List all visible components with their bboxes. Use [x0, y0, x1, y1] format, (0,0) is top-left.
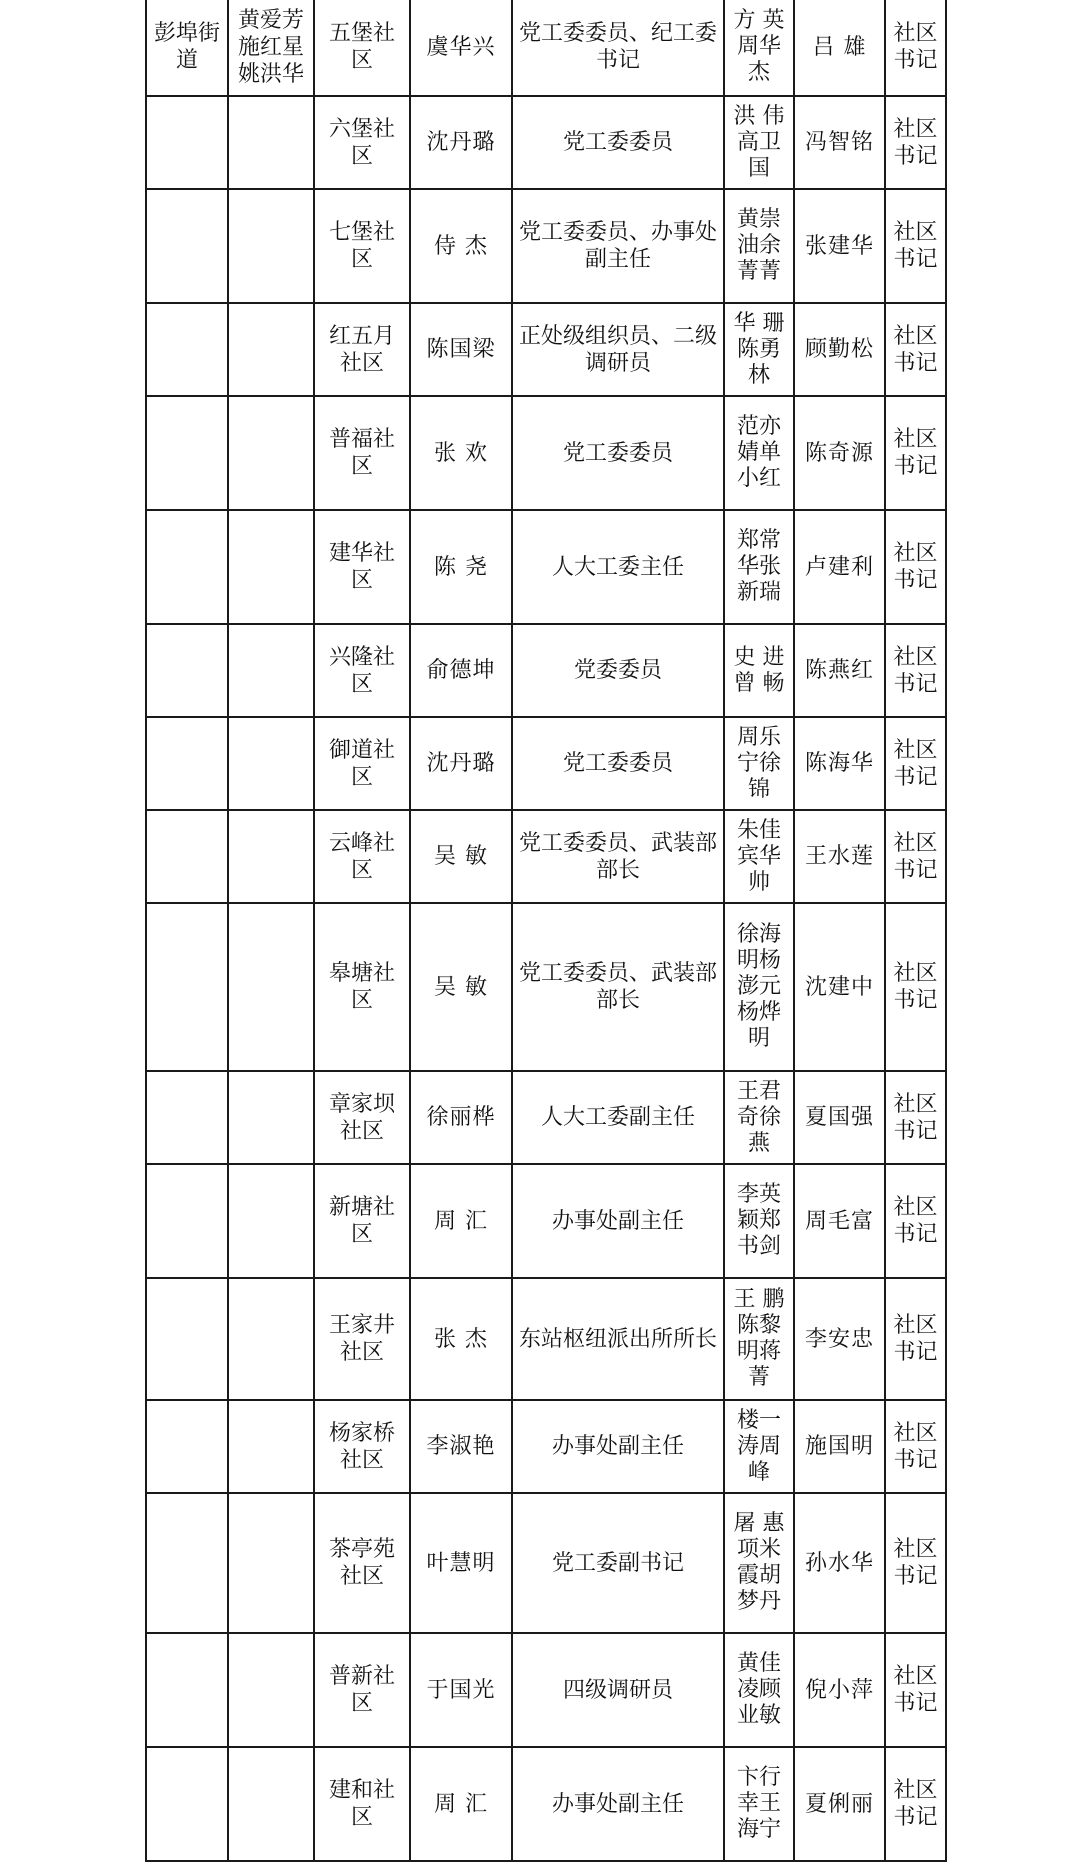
position-cell: 办事处副主任 — [512, 1164, 724, 1278]
street-cell — [146, 1493, 228, 1633]
street-cell — [146, 1071, 228, 1164]
leaders-cell — [228, 1633, 314, 1747]
party-members-cell: 范亦婧单小红 — [724, 396, 794, 510]
contact-leader-cell: 张 欢 — [410, 396, 512, 510]
community-cell: 普福社区 — [314, 396, 410, 510]
position-cell: 正处级组织员、二级调研员 — [512, 303, 724, 396]
contact-leader-cell: 吴 敏 — [410, 810, 512, 903]
table-row — [146, 717, 946, 810]
table-row — [146, 1278, 946, 1400]
role-cell: 社区书记 — [885, 1747, 946, 1861]
leaders-cell — [228, 624, 314, 717]
position-cell: 党工委委员、纪工委书记 — [512, 0, 724, 96]
leaders-cell — [228, 303, 314, 396]
role-cell: 社区书记 — [885, 1400, 946, 1493]
table-row — [146, 189, 946, 303]
position-cell: 人大工委副主任 — [512, 1071, 724, 1164]
contact-leader-cell: 沈丹璐 — [410, 717, 512, 810]
contact-leader-cell: 陈 尧 — [410, 510, 512, 624]
contact-leader-cell: 陈国梁 — [410, 303, 512, 396]
position-cell: 党工委委员 — [512, 717, 724, 810]
position-cell: 党工委委员 — [512, 396, 724, 510]
leaders-cell — [228, 1164, 314, 1278]
role-cell: 社区书记 — [885, 510, 946, 624]
position-cell: 人大工委主任 — [512, 510, 724, 624]
party-members-cell: 黄佳凌顾业敏 — [724, 1633, 794, 1747]
community-cell: 红五月社区 — [314, 303, 410, 396]
contact-leader-cell: 俞德坤 — [410, 624, 512, 717]
party-members-cell: 史 进曾 畅 — [724, 624, 794, 717]
leaders-cell — [228, 510, 314, 624]
community-cell: 王家井社区 — [314, 1278, 410, 1400]
street-cell — [146, 1400, 228, 1493]
leaders-cell — [228, 1400, 314, 1493]
role-cell: 社区书记 — [885, 1278, 946, 1400]
table-row — [146, 1747, 946, 1861]
contact-leader-cell: 张 杰 — [410, 1278, 512, 1400]
street-cell — [146, 810, 228, 903]
role-cell: 社区书记 — [885, 624, 946, 717]
position-cell: 党工委委员、办事处副主任 — [512, 189, 724, 303]
contact-leader-cell: 李淑艳 — [410, 1400, 512, 1493]
community-cell: 云峰社区 — [314, 810, 410, 903]
table-row — [146, 624, 946, 717]
leaders-cell — [228, 717, 314, 810]
role-cell: 社区书记 — [885, 0, 946, 96]
secretary-name-cell: 夏俐丽 — [794, 1747, 885, 1861]
community-cell: 茶亭苑社区 — [314, 1493, 410, 1633]
table-row — [146, 1633, 946, 1747]
party-members-cell: 王君奇徐 燕 — [724, 1071, 794, 1164]
table-row — [146, 1164, 946, 1278]
street-cell — [146, 903, 228, 1071]
party-members-cell: 郑常华张新瑞 — [724, 510, 794, 624]
role-cell: 社区书记 — [885, 1493, 946, 1633]
party-members-cell: 方 英周华杰 — [724, 0, 794, 96]
contact-leader-cell: 于国光 — [410, 1633, 512, 1747]
secretary-name-cell: 顾勤松 — [794, 303, 885, 396]
contact-leader-cell: 沈丹璐 — [410, 96, 512, 189]
street-cell — [146, 1633, 228, 1747]
secretary-name-cell: 陈奇源 — [794, 396, 885, 510]
street-cell — [146, 396, 228, 510]
secretary-name-cell: 周毛富 — [794, 1164, 885, 1278]
party-members-cell: 洪 伟高卫国 — [724, 96, 794, 189]
contact-leader-cell: 吴 敏 — [410, 903, 512, 1071]
role-cell: 社区书记 — [885, 903, 946, 1071]
leaders-cell — [228, 810, 314, 903]
street-cell — [146, 1747, 228, 1861]
contact-leader-cell: 周 汇 — [410, 1747, 512, 1861]
community-cell: 御道社区 — [314, 717, 410, 810]
secretary-name-cell: 卢建利 — [794, 510, 885, 624]
community-cell: 普新社区 — [314, 1633, 410, 1747]
community-cell: 杨家桥社区 — [314, 1400, 410, 1493]
street-cell — [146, 303, 228, 396]
secretary-name-cell: 倪小萍 — [794, 1633, 885, 1747]
table-row — [146, 510, 946, 624]
community-cell: 兴隆社区 — [314, 624, 410, 717]
leaders-cell — [228, 1747, 314, 1861]
party-members-cell: 卞行幸王海宁 — [724, 1747, 794, 1861]
street-cell — [146, 189, 228, 303]
contact-leader-cell: 虞华兴 — [410, 0, 512, 96]
contact-leader-cell: 侍 杰 — [410, 189, 512, 303]
roster-body — [146, 0, 946, 1861]
contact-leader-cell: 徐丽桦 — [410, 1071, 512, 1164]
position-cell: 党工委副书记 — [512, 1493, 724, 1633]
secretary-name-cell: 陈海华 — [794, 717, 885, 810]
secretary-name-cell: 冯智铭 — [794, 96, 885, 189]
table-row — [146, 1400, 946, 1493]
role-cell: 社区书记 — [885, 810, 946, 903]
contact-leader-cell: 周 汇 — [410, 1164, 512, 1278]
leaders-cell — [228, 1071, 314, 1164]
table-row — [146, 396, 946, 510]
party-members-cell: 徐海明杨澎元杨烨明 — [724, 903, 794, 1071]
role-cell: 社区书记 — [885, 1633, 946, 1747]
street-cell: 彭埠街道 — [146, 0, 228, 96]
community-cell: 章家坝社区 — [314, 1071, 410, 1164]
party-members-cell: 华 珊陈勇林 — [724, 303, 794, 396]
secretary-name-cell: 李安忠 — [794, 1278, 885, 1400]
party-members-cell: 楼一涛周 峰 — [724, 1400, 794, 1493]
table-row — [146, 1493, 946, 1633]
table-row — [146, 1071, 946, 1164]
role-cell: 社区书记 — [885, 396, 946, 510]
party-members-cell: 李英颖郑书剑 — [724, 1164, 794, 1278]
party-members-cell: 屠 惠项米霞胡梦丹 — [724, 1493, 794, 1633]
role-cell: 社区书记 — [885, 717, 946, 810]
position-cell: 办事处副主任 — [512, 1747, 724, 1861]
leaders-cell: 黄爱芳施红星姚洪华 — [228, 0, 314, 96]
party-members-cell: 朱佳宾华 帅 — [724, 810, 794, 903]
role-cell: 社区书记 — [885, 96, 946, 189]
position-cell: 党工委委员 — [512, 96, 724, 189]
leaders-cell — [228, 1278, 314, 1400]
secretary-name-cell: 王水莲 — [794, 810, 885, 903]
street-cell — [146, 96, 228, 189]
leaders-cell — [228, 396, 314, 510]
street-cell — [146, 510, 228, 624]
role-cell: 社区书记 — [885, 1071, 946, 1164]
secretary-name-cell: 夏国强 — [794, 1071, 885, 1164]
roster-table — [145, 0, 947, 1862]
street-cell — [146, 624, 228, 717]
position-cell: 办事处副主任 — [512, 1400, 724, 1493]
contact-leader-cell: 叶慧明 — [410, 1493, 512, 1633]
table-row — [146, 303, 946, 396]
community-cell: 建和社区 — [314, 1747, 410, 1861]
position-cell: 东站枢纽派出所所长 — [512, 1278, 724, 1400]
secretary-name-cell: 施国明 — [794, 1400, 885, 1493]
leaders-cell — [228, 1493, 314, 1633]
community-cell: 建华社区 — [314, 510, 410, 624]
leaders-cell — [228, 189, 314, 303]
party-members-cell: 黄崇油余菁菁 — [724, 189, 794, 303]
community-cell: 皋塘社区 — [314, 903, 410, 1071]
street-cell — [146, 717, 228, 810]
role-cell: 社区书记 — [885, 189, 946, 303]
role-cell: 社区书记 — [885, 303, 946, 396]
secretary-name-cell: 沈建中 — [794, 903, 885, 1071]
secretary-name-cell: 张建华 — [794, 189, 885, 303]
community-cell: 五堡社区 — [314, 0, 410, 96]
community-cell: 六堡社区 — [314, 96, 410, 189]
secretary-name-cell: 吕 雄 — [794, 0, 885, 96]
street-cell — [146, 1164, 228, 1278]
secretary-name-cell: 陈燕红 — [794, 624, 885, 717]
table-row — [146, 810, 946, 903]
party-members-cell: 王 鹏陈黎明蒋 菁 — [724, 1278, 794, 1400]
party-members-cell: 周乐宁徐 锦 — [724, 717, 794, 810]
community-cell: 七堡社区 — [314, 189, 410, 303]
table-row — [146, 96, 946, 189]
community-cell: 新塘社区 — [314, 1164, 410, 1278]
leaders-cell — [228, 903, 314, 1071]
secretary-name-cell: 孙水华 — [794, 1493, 885, 1633]
leaders-cell — [228, 96, 314, 189]
position-cell: 四级调研员 — [512, 1633, 724, 1747]
position-cell: 党工委委员、武装部部长 — [512, 903, 724, 1071]
table-row — [146, 0, 946, 96]
street-cell — [146, 1278, 228, 1400]
position-cell: 党委委员 — [512, 624, 724, 717]
table-row — [146, 903, 946, 1071]
role-cell: 社区书记 — [885, 1164, 946, 1278]
position-cell: 党工委委员、武装部部长 — [512, 810, 724, 903]
